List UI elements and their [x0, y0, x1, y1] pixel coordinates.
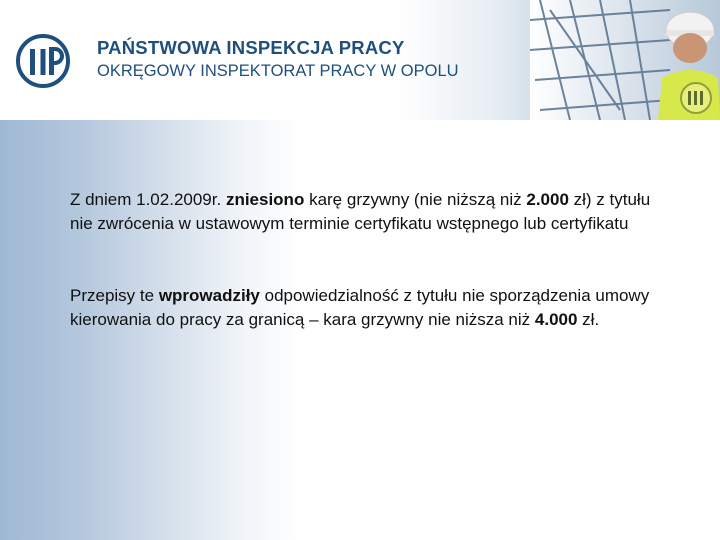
paragraph-text: zł. [577, 310, 600, 329]
paragraph-amount: 2.000 [526, 190, 569, 209]
paragraph-amount: 4.000 [534, 310, 578, 329]
paragraph-emphasis: wprowadziły [158, 286, 260, 305]
paragraph-text: Z dniem 1.02.2009r. [70, 190, 226, 209]
paragraph-certificate-fine [70, 188, 670, 236]
paragraph-text: zł) z tytułu nie zwrócenia w ustawowym terminie certyfikatu wstępnego lub certyfikatu [70, 190, 651, 233]
paragraph-text: Przepisy te [70, 286, 159, 305]
pip-logo-icon [15, 33, 71, 89]
org-subtitle: OKRĘGOWY INSPEKTORAT PRACY W OPOLU [97, 62, 459, 80]
worker-scaffolding-photo [530, 0, 720, 120]
slide-header [0, 0, 720, 120]
paragraph-text: karę grzywny (nie niższą niż [304, 190, 527, 209]
paragraph-emphasis: zniesiono [225, 190, 305, 209]
org-title: PAŃSTWOWA INSPEKCJA PRACY [97, 37, 405, 58]
slide-content [70, 188, 670, 332]
paragraph-text: odpowiedzialność z tytułu nie sporządzenia umowy kierowania do pracy za granicą – kara grzywny nie niższa niż [70, 286, 650, 329]
paragraph-contract-liability [70, 284, 670, 332]
